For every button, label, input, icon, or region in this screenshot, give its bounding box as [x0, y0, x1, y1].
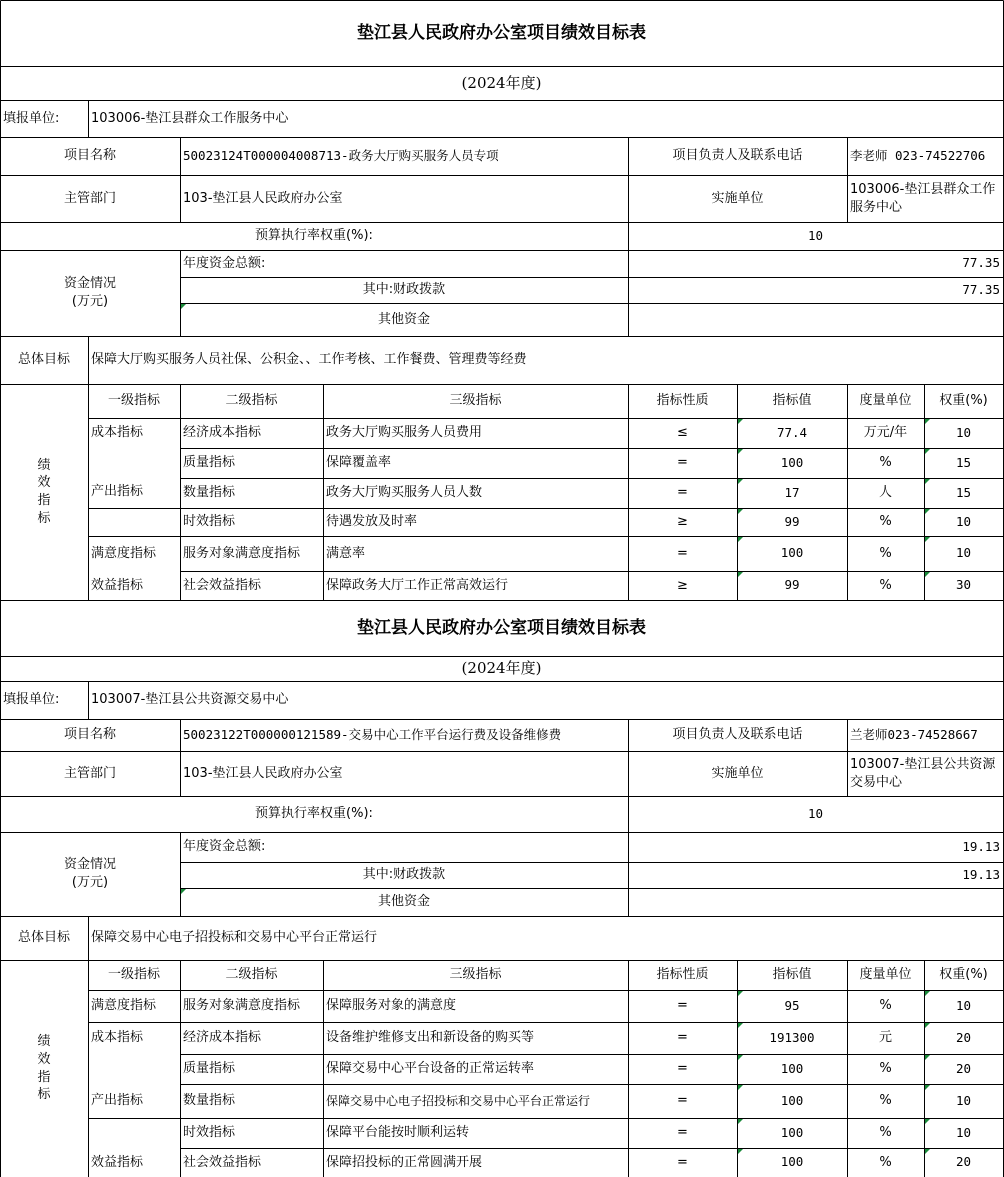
cell-comment-marker — [925, 449, 930, 454]
indicator-level3: 待遇发放及时率 — [326, 514, 418, 530]
impl-unit-value: 103007-垫江县公共资源交易中心 — [850, 756, 996, 790]
indicator-nature: = — [677, 485, 688, 501]
indicator-level3: 保障交易中心电子招投标和交易中心平台正常运行 — [326, 1093, 591, 1108]
indicator-nature: = — [677, 998, 688, 1014]
fiscal-label: 其中:财政拨款 — [362, 867, 446, 883]
cell-comment-marker — [738, 991, 743, 996]
goal-value: 保障大厅购买服务人员社保、公积金、、工作考核、工作餐费、管理费等经费 — [91, 352, 527, 368]
indicator-level2: 数量指标 — [183, 485, 236, 501]
indicator-header: 一级指标 — [107, 967, 160, 983]
indicator-level1: 成本指标 — [91, 425, 144, 441]
indicator-level3: 保障服务对象的满意度 — [326, 998, 457, 1014]
cell-comment-marker — [181, 889, 186, 894]
indicator-level1: 产出指标 — [91, 1093, 144, 1109]
fiscal-value: 19.13 — [962, 866, 1000, 882]
goal-label: 总体目标 — [17, 352, 70, 368]
indicator-level3: 政务大厅购买服务人员人数 — [326, 485, 483, 501]
cell-comment-marker — [925, 991, 930, 996]
reporting-unit-value: 103007-垫江县公共资源交易中心 — [91, 692, 289, 708]
indicator-unit: % — [879, 577, 892, 593]
cell-comment-marker — [738, 1119, 743, 1124]
indicator-unit: % — [879, 545, 892, 561]
impl-label: 实施单位 — [711, 765, 764, 781]
indicator-unit: % — [879, 455, 892, 471]
table-year: (2024年度) — [461, 659, 542, 678]
indicator-unit: % — [879, 1125, 892, 1141]
indicator-nature: ≤ — [677, 425, 688, 441]
reporting-unit-label: 填报单位: — [3, 692, 60, 708]
indicator-weight: 20 — [955, 1029, 972, 1045]
reporting-unit-label: 填报单位: — [3, 110, 60, 126]
indicator-header: 三级指标 — [449, 393, 502, 409]
table-year: (2024年度) — [461, 73, 542, 92]
indicator-weight: 15 — [955, 454, 972, 470]
funds-label: 资金情况 (万元) — [63, 276, 116, 309]
dept-label: 主管部门 — [63, 765, 116, 781]
indicator-value: 191300 — [769, 1029, 815, 1045]
project-name-label: 项目名称 — [63, 148, 116, 164]
fiscal-value: 77.35 — [962, 281, 1000, 297]
dept-label: 主管部门 — [63, 190, 116, 206]
cell-comment-marker — [925, 419, 930, 424]
impl-label: 实施单位 — [711, 190, 764, 206]
indicator-unit: % — [879, 998, 892, 1014]
indicator-level3: 保障交易中心平台设备的正常运转率 — [326, 1061, 535, 1077]
indicator-unit: % — [879, 1061, 892, 1077]
indicator-level2: 经济成本指标 — [183, 1030, 262, 1046]
annual-total-value: 19.13 — [962, 838, 1000, 854]
impl-unit-value: 103006-垫江县群众工作服务中心 — [850, 181, 996, 215]
indicator-value: 100 — [780, 545, 804, 561]
indicator-header: 二级指标 — [225, 967, 278, 983]
indicator-value: 100 — [780, 1092, 804, 1108]
indicator-value: 100 — [780, 1154, 804, 1170]
other-funds-label: 其他资金 — [377, 894, 430, 910]
indicator-value: 100 — [780, 1060, 804, 1076]
indicator-weight: 10 — [955, 1092, 972, 1108]
contact-label: 项目负责人及联系电话 — [672, 148, 803, 164]
table-title: 垫江县人民政府办公室项目绩效目标表 — [357, 617, 646, 638]
cell-comment-marker — [738, 509, 743, 514]
indicator-level3: 满意率 — [326, 545, 366, 561]
reporting-unit-value: 103006-垫江县群众工作服务中心 — [91, 110, 289, 126]
cell-comment-marker — [738, 537, 743, 542]
indicator-value: 17 — [784, 484, 800, 500]
indicator-level2: 社会效益指标 — [183, 577, 262, 593]
indicator-level2: 质量指标 — [183, 455, 236, 471]
indicator-header: 一级指标 — [107, 393, 160, 409]
funds-label: 资金情况 (万元) — [63, 857, 116, 890]
indicator-header: 指标性质 — [656, 393, 709, 409]
cell-comment-marker — [925, 537, 930, 542]
indicator-header: 三级指标 — [449, 967, 502, 983]
indicator-unit: % — [879, 514, 892, 530]
indicator-level2: 时效指标 — [183, 514, 236, 530]
indicator-level2: 社会效益指标 — [183, 1154, 262, 1170]
indicator-value: 100 — [780, 454, 804, 470]
indicator-nature: = — [677, 1061, 688, 1077]
indicator-level2: 服务对象满意度指标 — [183, 545, 301, 561]
project-name-label: 项目名称 — [63, 727, 116, 743]
cell-comment-marker — [738, 449, 743, 454]
indicator-unit: 万元/年 — [863, 425, 908, 441]
indicator-weight: 10 — [955, 545, 972, 561]
indicator-unit: % — [879, 1093, 892, 1109]
cell-comment-marker — [925, 479, 930, 484]
indicator-weight: 30 — [955, 577, 972, 593]
indicator-value: 77.4 — [776, 424, 808, 440]
other-funds-value — [628, 303, 1003, 336]
indicator-weight: 10 — [955, 1124, 972, 1140]
indicator-nature: = — [677, 455, 688, 471]
indicator-level2: 经济成本指标 — [183, 425, 262, 441]
indicator-header: 指标值 — [772, 393, 812, 409]
indicator-unit: % — [879, 1154, 892, 1170]
indicator-level3: 保障平台能按时顺利运转 — [326, 1125, 470, 1141]
cell-comment-marker — [738, 1149, 743, 1154]
indicator-weight: 15 — [955, 484, 972, 500]
indicator-weight: 10 — [955, 424, 972, 440]
indicator-value: 99 — [784, 513, 800, 529]
indicator-header: 指标性质 — [656, 967, 709, 983]
indicator-header: 度量单位 — [859, 967, 912, 983]
indicator-level2: 服务对象满意度指标 — [183, 998, 301, 1014]
indicator-header: 二级指标 — [225, 393, 278, 409]
fiscal-label: 其中:财政拨款 — [362, 282, 446, 298]
indicator-level1: 效益指标 — [91, 1154, 144, 1170]
dept-value: 103-垫江县人民政府办公室 — [183, 190, 343, 206]
cell-comment-marker — [925, 572, 930, 577]
indicator-level1: 成本指标 — [91, 1030, 144, 1046]
cell-comment-marker — [181, 304, 186, 309]
indicator-header: 权重(%) — [939, 967, 988, 983]
performance-label: 绩 效 指 标 — [37, 457, 51, 526]
indicator-nature: = — [677, 1093, 688, 1109]
indicator-weight: 10 — [955, 997, 972, 1013]
annual-total-label: 年度资金总额: — [183, 839, 266, 855]
contact-value: 兰老师023-74528667 — [850, 726, 978, 742]
indicator-nature: ≥ — [677, 577, 688, 593]
cell-comment-marker — [925, 1023, 930, 1028]
cell-comment-marker — [738, 572, 743, 577]
budget-weight-value: 10 — [807, 805, 824, 821]
indicator-nature: = — [677, 1125, 688, 1141]
annual-total-label: 年度资金总额: — [183, 255, 266, 271]
other-funds-label: 其他资金 — [377, 311, 430, 327]
contact-value: 李老师 023-74522706 — [850, 147, 986, 163]
indicator-level1: 效益指标 — [91, 577, 144, 593]
indicator-header: 度量单位 — [859, 393, 912, 409]
indicator-level3: 设备维护维修支出和新设备的购买等 — [326, 1030, 535, 1046]
indicator-header: 指标值 — [772, 967, 812, 983]
cell-comment-marker — [738, 1023, 743, 1028]
indicator-level2: 时效指标 — [183, 1125, 236, 1141]
cell-comment-marker — [925, 509, 930, 514]
cell-comment-marker — [925, 1055, 930, 1060]
table-title: 垫江县人民政府办公室项目绩效目标表 — [357, 22, 646, 43]
indicator-level2: 质量指标 — [183, 1061, 236, 1077]
other-funds-value — [628, 888, 1003, 916]
indicator-value: 99 — [784, 577, 800, 593]
goal-value: 保障交易中心电子招投标和交易中心平台正常运行 — [91, 930, 378, 946]
project-name-value: 50023122T000000121589-交易中心工作平台运行费及设备维修费 — [183, 726, 562, 742]
cell-comment-marker — [738, 1085, 743, 1090]
indicator-value: 100 — [780, 1124, 804, 1140]
indicator-nature: = — [677, 1030, 688, 1046]
indicator-level3: 政务大厅购买服务人员费用 — [326, 425, 483, 441]
cell-comment-marker — [925, 1149, 930, 1154]
indicator-nature: = — [677, 545, 688, 561]
cell-comment-marker — [925, 1119, 930, 1124]
indicator-weight: 10 — [955, 513, 972, 529]
budget-weight-label: 预算执行率权重(%): — [255, 806, 373, 822]
indicator-level3: 保障政务大厅工作正常高效运行 — [326, 577, 509, 593]
budget-weight-value: 10 — [807, 227, 824, 243]
indicator-value: 95 — [784, 997, 800, 1013]
indicator-level3: 保障覆盖率 — [326, 455, 392, 471]
indicator-level1: 满意度指标 — [91, 998, 157, 1014]
indicator-header: 权重(%) — [939, 393, 988, 409]
cell-comment-marker — [925, 1085, 930, 1090]
dept-value: 103-垫江县人民政府办公室 — [183, 765, 343, 781]
indicator-level1: 满意度指标 — [91, 545, 157, 561]
indicator-level2: 数量指标 — [183, 1093, 236, 1109]
indicator-unit: 人 — [878, 485, 892, 501]
annual-total-value: 77.35 — [962, 255, 1000, 271]
budget-weight-label: 预算执行率权重(%): — [255, 228, 373, 244]
indicator-nature: ≥ — [677, 514, 688, 530]
indicator-weight: 20 — [955, 1154, 972, 1170]
cell-comment-marker — [738, 479, 743, 484]
indicator-nature: = — [677, 1154, 688, 1170]
indicator-level3: 保障招投标的正常圆满开展 — [326, 1154, 483, 1170]
project-name-value: 50023124T000004008713-政务大厅购买服务人员专项 — [183, 147, 499, 163]
indicator-unit: 元 — [878, 1030, 892, 1046]
indicator-weight: 20 — [955, 1060, 972, 1076]
goal-label: 总体目标 — [17, 930, 70, 946]
cell-comment-marker — [738, 1055, 743, 1060]
indicator-level1: 产出指标 — [91, 484, 144, 500]
contact-label: 项目负责人及联系电话 — [672, 727, 803, 743]
performance-label: 绩 效 指 标 — [37, 1034, 51, 1103]
cell-comment-marker — [738, 419, 743, 424]
